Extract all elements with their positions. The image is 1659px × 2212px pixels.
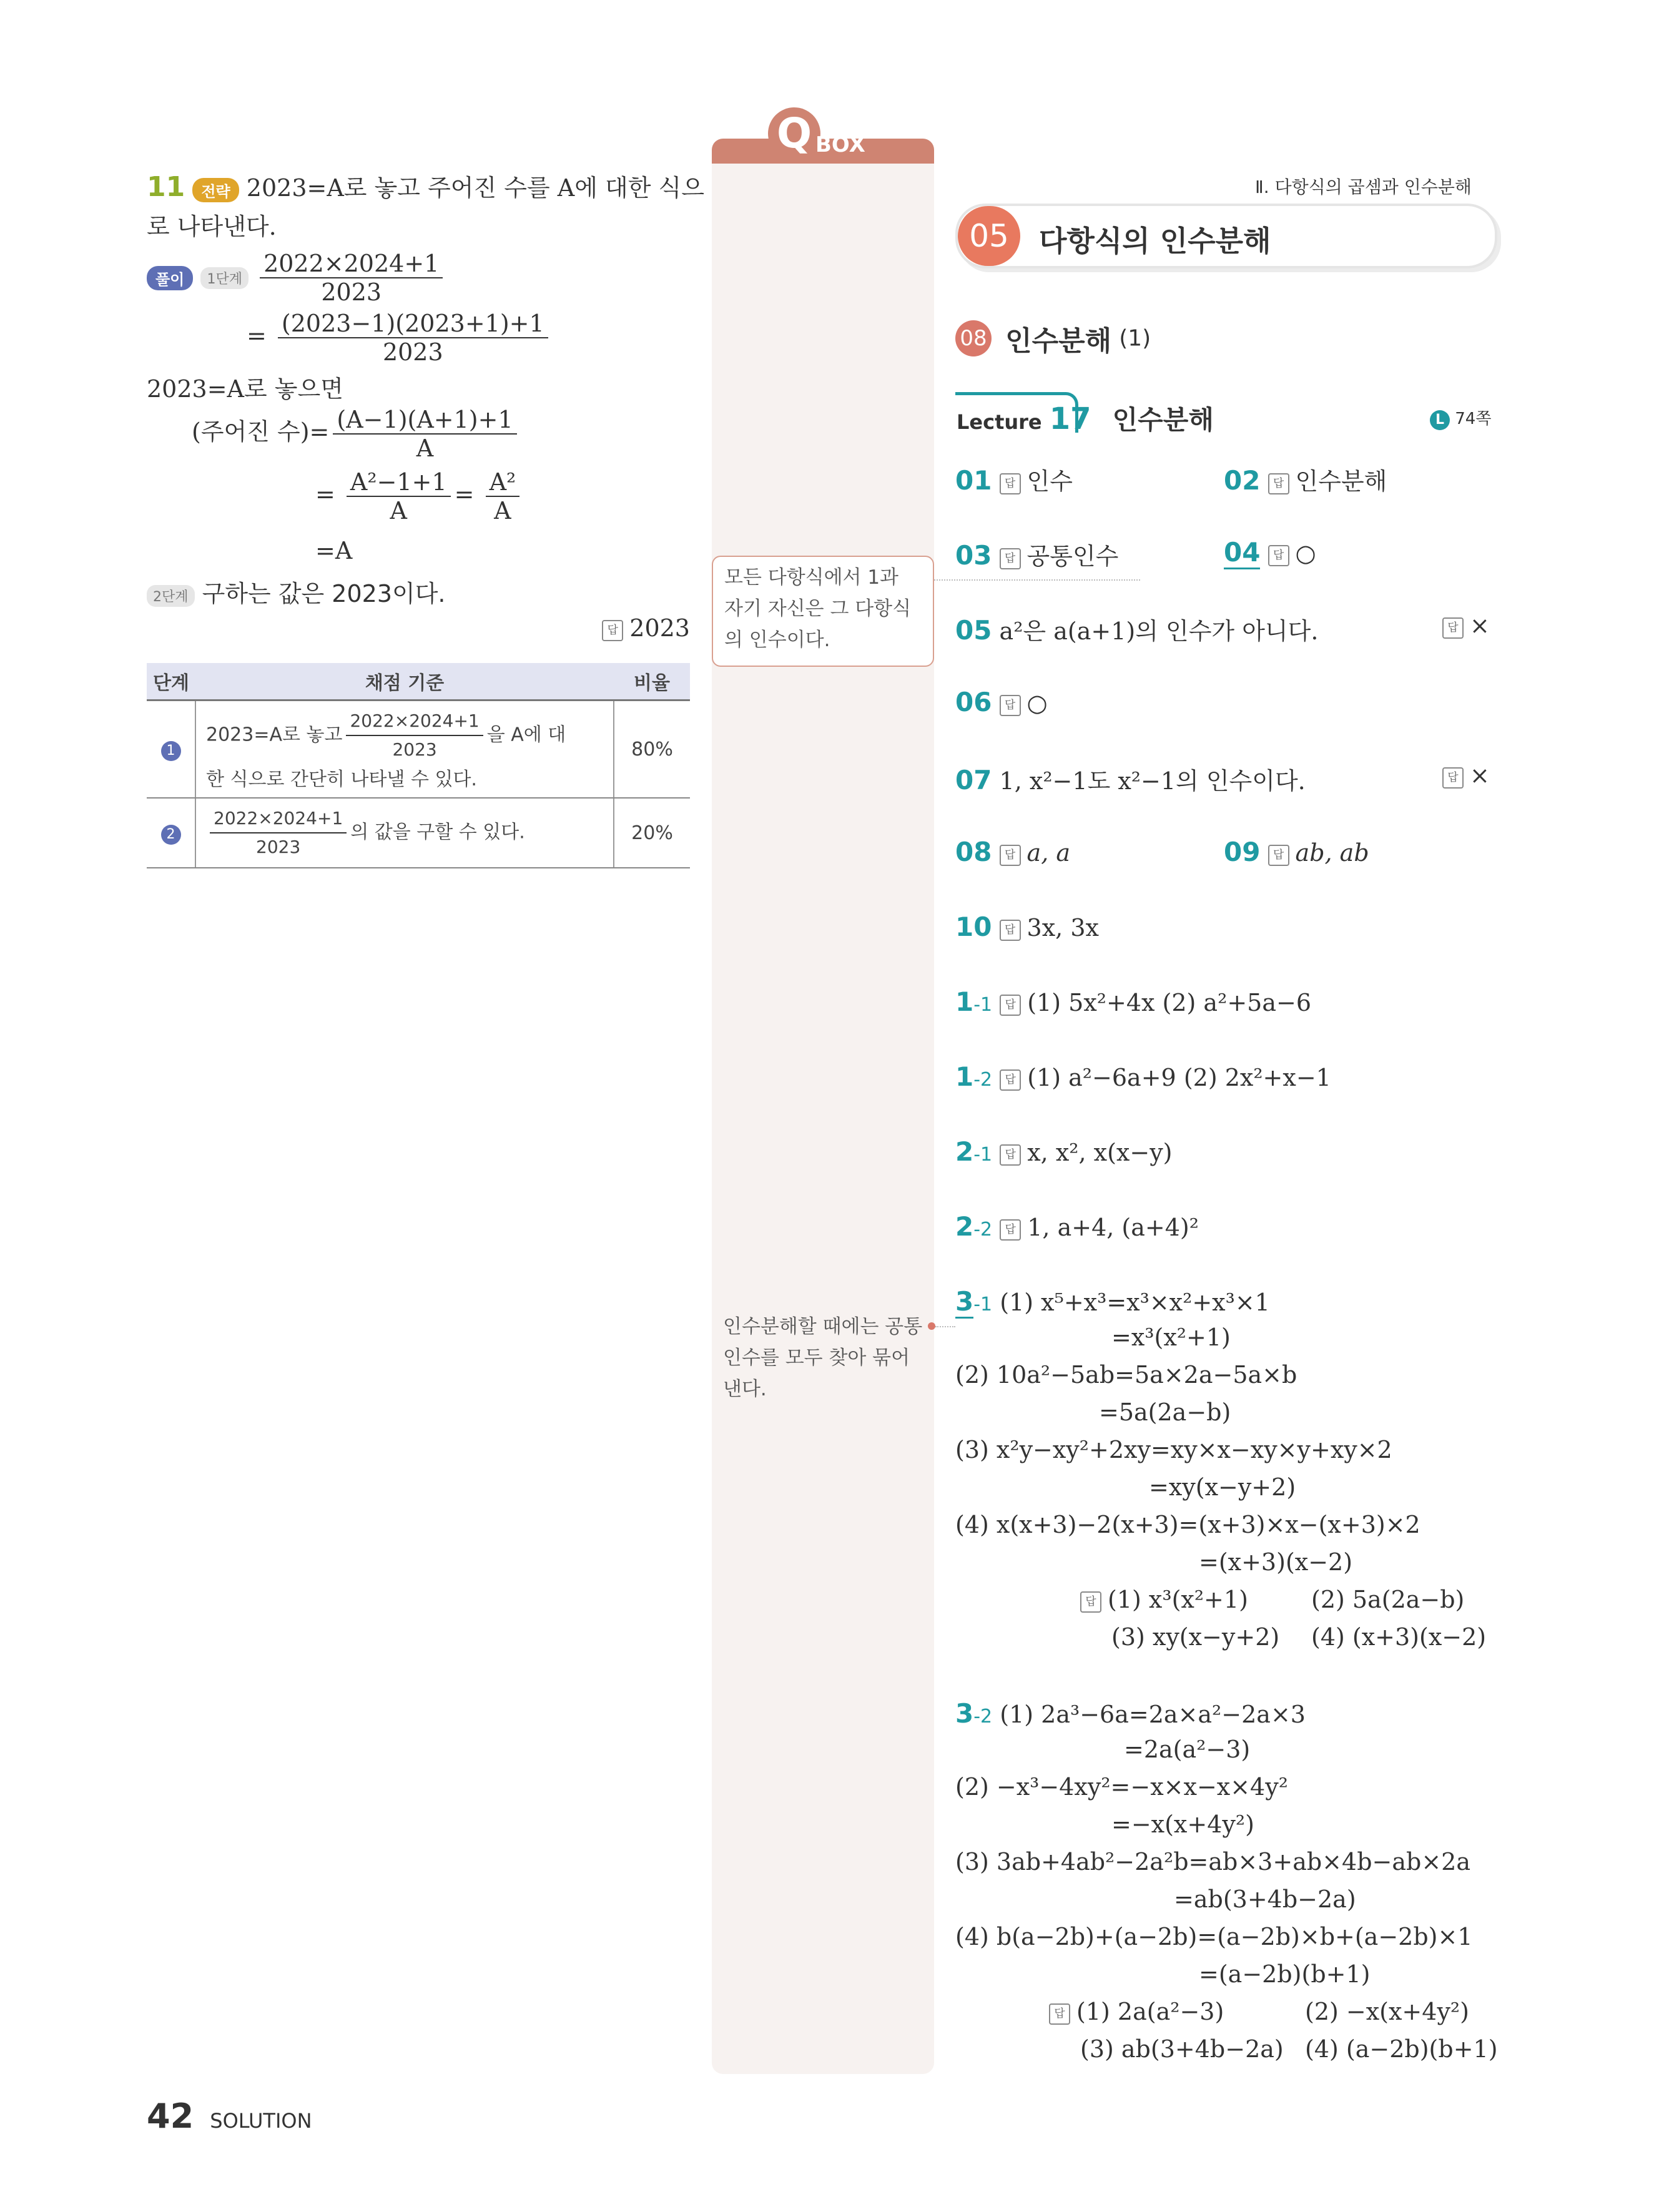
page-number: 42 [147, 2096, 194, 2136]
solution-line: =(a−2b)(b+1) [1199, 1960, 1371, 1988]
solution-line4: = $\frac{\text{A²−1+1}}{A}$ = $\frac{\text{A²}}{A}$ [315, 468, 523, 524]
header-ratio: 비율 [614, 663, 690, 700]
lecture-title: 인수분해 [1112, 405, 1214, 435]
solution-line2: = $\frac{(2023-1)(2023+1)+1}{2023}$ [247, 310, 552, 366]
answer-07: 07 1, x²−1도 x²−1의 인수이다. [955, 765, 1306, 795]
answer-icon: 답 [1000, 695, 1021, 716]
scoring-table [147, 663, 690, 868]
solution-line: =−x(x+4y²) [1111, 1811, 1254, 1838]
solution-line: =ab(3+4b−2a) [1174, 1885, 1356, 1913]
answer-10: 10 답 3x, 3x [955, 912, 1099, 942]
step-circle: 1 [161, 741, 181, 761]
answer-3-1-3: (3) xy(x−y+2) [1111, 1623, 1280, 1651]
page-reference: L 74쪽 [1430, 406, 1491, 430]
note-leader-2 [935, 1326, 955, 1327]
answer-icon: 답 [1080, 1591, 1101, 1613]
chapter-header: Ⅱ. 다항식의 곱셈과 인수분해 [1255, 177, 1472, 197]
note-leader-dot [928, 1322, 935, 1330]
answer-3-2-3: (3) ab(3+4b−2a) [1080, 2035, 1284, 2063]
step1-badge: 1단계 [200, 267, 249, 289]
answer-icon: 답 [1000, 995, 1021, 1016]
solution-line: (3) x²y−xy²+2xy=xy×x−xy×y+xy×2 [955, 1436, 1392, 1463]
qbox-note-1: 모든 다항식에서 1과 자기 자신은 그 다항식의 인수이다. [712, 556, 934, 667]
answer-01: 01 답 인수 [955, 465, 1073, 496]
solution-line: =(x+3)(x−2) [1199, 1548, 1353, 1576]
strategy-text: 2023=A로 놓고 주어진 수를 A에 대한 식으 [246, 174, 704, 202]
qbox-logo [768, 107, 878, 164]
answer-3-1-2: (2) 5a(2a−b) [1311, 1586, 1465, 1613]
ratio-cell: 80% [614, 700, 690, 799]
answer-06: 06 답 ○ [955, 687, 1048, 717]
header-criteria: 채점 기준 [195, 663, 614, 700]
answer-icon: 답 [1000, 1219, 1021, 1241]
subsection-title: 인수분해 [1005, 325, 1112, 357]
solution-line: (2) −x³−4xy²=−x×x−x×4y² [955, 1773, 1288, 1801]
fraction-5: $\frac{\text{A²}}{A}$ [486, 468, 520, 524]
solution-line: =2a(a²−3) [1124, 1736, 1251, 1763]
answer-icon: 답 [1000, 548, 1021, 569]
qbox-note-2: 인수분해할 때에는 공통인수를 모두 찾아 묶어 낸다. [723, 1315, 923, 1400]
lecture-prefix: Lecture [957, 410, 1042, 434]
answer-icon: 답 [1000, 1144, 1021, 1166]
answer-07-mark: 답 × [1442, 762, 1490, 789]
answer-icon: 답 [1049, 2003, 1070, 2025]
step2-badge: 2단계 [147, 585, 195, 607]
problem-11-strategy [147, 169, 704, 203]
answer-08: 08 답 a, a [955, 837, 1071, 867]
answer-icon: 답 [1000, 473, 1021, 494]
answer-icon: 답 [1268, 845, 1289, 866]
lecture-heading [957, 400, 1214, 437]
answer-3-2: 답 (1) 2a(a²−3) [1049, 1998, 1224, 2025]
answer-09: 09 답 ab, ab [1224, 837, 1369, 867]
footer-label: SOLUTION [210, 2109, 312, 2133]
subsection-number: 08 [955, 320, 992, 356]
table-row: 1 2023=A로 놓고 $\frac{2022\times 2024+1}{2023}$ 을 A에 대 한 식으로 간단히 나타낼 수 있다. 80% [147, 700, 690, 799]
solution-line: =5a(2a−b) [1099, 1398, 1231, 1426]
lecture-page-icon: L [1430, 410, 1450, 430]
answer-icon: 답 [1442, 617, 1464, 639]
fraction-4: $\frac{\text{A²−1+1}}{A}$ [347, 468, 451, 524]
answer-icon: 답 [1000, 920, 1021, 941]
answers-list [955, 462, 1498, 2085]
solution-line: =x³(x²+1) [1111, 1324, 1231, 1351]
strategy-text-cont: 로 나타낸다. [147, 213, 277, 240]
solution-line: (4) x(x+3)−2(x+3)=(x+3)×x−(x+3)×2 [955, 1511, 1420, 1538]
solution-line5: =A [315, 537, 353, 564]
solution-line3: (주어진 수)= $\frac{(A-1)(A+1)+1}{A}$ [192, 406, 521, 462]
answer-05: 05 a²은 a(a+1)의 인수가 아니다. [955, 615, 1319, 646]
final-answer: 답 2023 [602, 614, 690, 642]
answer-1-1: 1-1 답 (1) 5x²+4x (2) a²+5a−6 [955, 986, 1312, 1017]
subsection-heading [955, 318, 1151, 358]
answer-3-2-2: (2) −x(x+4y²) [1305, 1998, 1469, 2025]
strategy-badge: 전략 [192, 178, 239, 202]
fraction-2: $\frac{(2023-1)(2023+1)+1}{2023}$ [278, 310, 548, 366]
solution-line: (2) 10a²−5ab=5a×2a−5a×b [955, 1361, 1297, 1389]
answer-icon: 답 [1268, 473, 1289, 494]
answer-2-1: 2-1 답 x, x², x(x−y) [955, 1136, 1173, 1167]
answer-icon: 답 [1442, 767, 1464, 789]
answer-3-1: 답 (1) x³(x²+1) [1080, 1586, 1248, 1613]
answer-icon: 답 [1000, 845, 1021, 866]
problem-number: 11 [147, 171, 185, 203]
answer-04: 04 답 ○ [1224, 537, 1316, 568]
answer-03: 03 답 공통인수 [955, 540, 1119, 571]
problem-3-2: 3-2 (1) 2a³−6a=2a×a²−2a×3 [955, 1698, 1306, 1729]
answer-1-2: 1-2 답 (1) a²−6a+9 (2) 2x²+x−1 [955, 1061, 1331, 1092]
answer-icon: 답 [1268, 545, 1289, 566]
ratio-cell: 20% [614, 798, 690, 868]
let-text: 2023=A로 놓으면 [147, 375, 343, 403]
page-footer [147, 2096, 312, 2136]
solution-line: (4) b(a−2b)+(a−2b)=(a−2b)×b+(a−2b)×1 [955, 1923, 1473, 1950]
solution-step1 [147, 250, 446, 306]
solution-line: =xy(x−y+2) [1149, 1473, 1296, 1501]
section-banner [955, 204, 1497, 268]
table-row: 2 $\frac{2022\times 2024+1}{2023}$ 의 값을 구할 수 있다. 20% [147, 798, 690, 868]
answer-05-mark: 답 × [1442, 612, 1490, 639]
answer-3-1-4: (4) (x+3)(x−2) [1311, 1623, 1487, 1651]
qbox-column [712, 139, 934, 2074]
fraction-1: $\frac{2022\times 2024+1}{2023}$ [260, 250, 443, 306]
fraction-3: $\frac{(A-1)(A+1)+1}{A}$ [333, 406, 516, 462]
problem-3-1: 3-1 (1) x⁵+x³=x³×x²+x³×1 [955, 1286, 1270, 1317]
lecture-number: 17 [1049, 401, 1091, 436]
answer-icon: 답 [1000, 1069, 1021, 1091]
header-step: 단계 [147, 663, 195, 700]
section-title: 다항식의 인수분해 [1039, 224, 1271, 258]
solution-step2: 2단계 구하는 값은 2023이다. [147, 574, 446, 609]
step-circle: 2 [161, 825, 181, 845]
answer-02: 02 답 인수분해 [1224, 465, 1387, 496]
subsection-suffix: (1) [1119, 325, 1151, 351]
q-icon: Q [768, 107, 820, 160]
answer-icon: 답 [602, 620, 623, 641]
solution-badge: 풀이 [147, 266, 193, 290]
solution-line: (3) 3ab+4ab²−2a²b=ab×3+ab×4b−ab×2a [955, 1848, 1471, 1875]
answer-3-2-4: (4) (a−2b)(b+1) [1305, 2035, 1498, 2063]
qbox-label: BOX [815, 132, 865, 157]
answer-2-2: 2-2 답 1, a+4, (a+4)² [955, 1211, 1199, 1242]
section-number: 05 [958, 206, 1020, 266]
